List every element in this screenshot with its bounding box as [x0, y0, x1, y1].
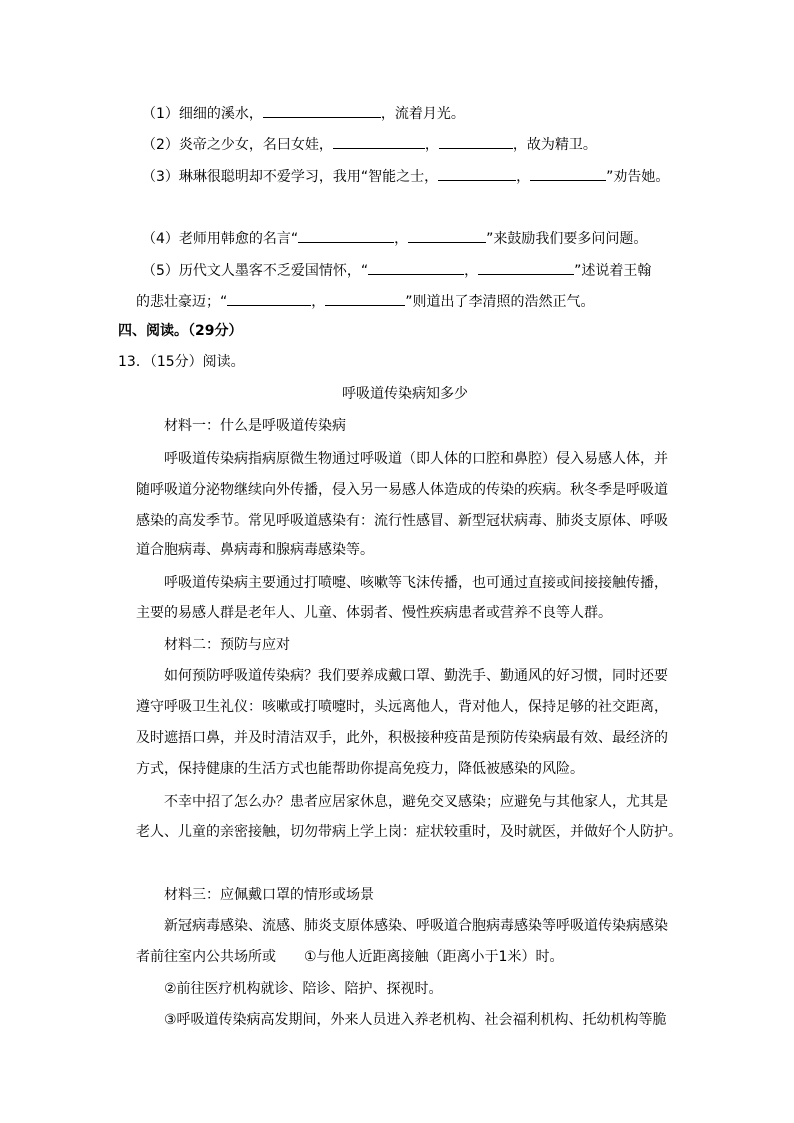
- paragraph-line: 及时遮捂口鼻，并及时清洁双手，此外，积极接种疫苗是预防传染病最有效、最经济的: [136, 730, 668, 746]
- paragraph-line: 道合胞病毒、鼻病毒和腺病毒感染等。: [136, 542, 374, 558]
- list-item: ②前往医疗机构就诊、陪诊、陪护、探视时。: [164, 981, 443, 997]
- article-title: 呼吸道传染病知多少: [342, 386, 468, 402]
- fill-q2: （2）炎帝之少女，名曰女娃， ， ，故为精卫。: [142, 133, 597, 155]
- answer-blank[interactable]: [408, 227, 486, 243]
- fill-q4: （4）老师用韩愈的名言“ ， ”来鼓励我们要多问问题。: [142, 227, 647, 249]
- fill-q3: （3）琳琳很聪明却不爱学习，我用“智能之士， ， ”劝告她。: [142, 165, 669, 187]
- material-3-heading: 材料三：应佩戴口罩的情形或场景: [164, 887, 374, 903]
- paragraph-line: 呼吸道传染病指病原微生物通过呼吸道（即人体的口腔和鼻腔）侵入易感人体，并: [164, 451, 668, 467]
- answer-blank[interactable]: [530, 165, 606, 181]
- question-label: 13．（15分）阅读。: [118, 354, 245, 370]
- list-item: ③呼吸道传染病高发期间，外来人员进入养老机构、社会福利机构、托幼机构等脆: [164, 1012, 667, 1028]
- answer-blank[interactable]: [227, 290, 311, 306]
- answer-blank[interactable]: [263, 102, 381, 118]
- answer-blank[interactable]: [333, 133, 425, 149]
- answer-blank[interactable]: [298, 227, 394, 243]
- paragraph-line: 呼吸道传染病主要通过打喷嚏、咳嗽等飞沫传播，也可通过直接或间接接触传播，: [164, 575, 668, 591]
- material-2-heading: 材料二：预防与应对: [164, 637, 290, 653]
- answer-blank[interactable]: [439, 133, 513, 149]
- paragraph-line: 感染的高发季节。常见呼吸道感染有：流行性感冒、新型冠状病毒、肺炎支原体、呼吸: [136, 513, 668, 529]
- paragraph-line: 者前往室内公共场所或 ①与他人近距离接触（距离小于1米）时。: [136, 949, 564, 965]
- material-1-heading: 材料一：什么是呼吸道传染病: [164, 418, 346, 434]
- section-title: 四、阅读。（29分）: [118, 323, 243, 339]
- answer-blank[interactable]: [325, 290, 405, 306]
- answer-blank[interactable]: [368, 259, 464, 275]
- paragraph-line: 如何预防呼吸道传染病？我们要养成戴口罩、勤洗手、勤通风的好习惯，同时还要: [164, 668, 668, 684]
- answer-blank[interactable]: [438, 165, 516, 181]
- paragraph-line: 不幸中招了怎么办？患者应居家休息，避免交叉感染；应避免与其他家人，尤其是: [164, 794, 668, 810]
- paragraph-line: 遵守呼吸卫生礼仪：咳嗽或打喷嚏时，头远离他人，背对他人，保持足够的社交距离，: [136, 699, 668, 715]
- paragraph-line: 随呼吸道分泌物继续向外传播，侵入另一易感人体造成的传染的疾病。秋冬季是呼吸道: [136, 482, 668, 498]
- fill-q5-cont: 的悲壮豪迈；“ ， ”则道出了李清照的浩然正气。: [136, 290, 595, 312]
- paragraph-line: 方式，保持健康的生活方式也能帮助你提高免疫力，降低被感染的风险。: [136, 761, 584, 777]
- fill-q5: （5）历代文人墨客不乏爱国情怀，“ ， ”述说着王翰: [142, 259, 651, 281]
- answer-blank[interactable]: [478, 259, 574, 275]
- paragraph-line: 主要的易感人群是老年人、儿童、体弱者、慢性疾病患者或营养不良等人群。: [136, 605, 612, 621]
- paragraph-line: 新冠病毒感染、流感、肺炎支原体感染、呼吸道合胞病毒感染等呼吸道传染病感染: [164, 918, 668, 934]
- fill-q1: （1）细细的溪水， ，流着月光。: [142, 102, 465, 124]
- paragraph-line: 老人、儿童的亲密接触，切勿带病上学上岗：症状较重时，及时就医，并做好个人防护。: [136, 824, 682, 840]
